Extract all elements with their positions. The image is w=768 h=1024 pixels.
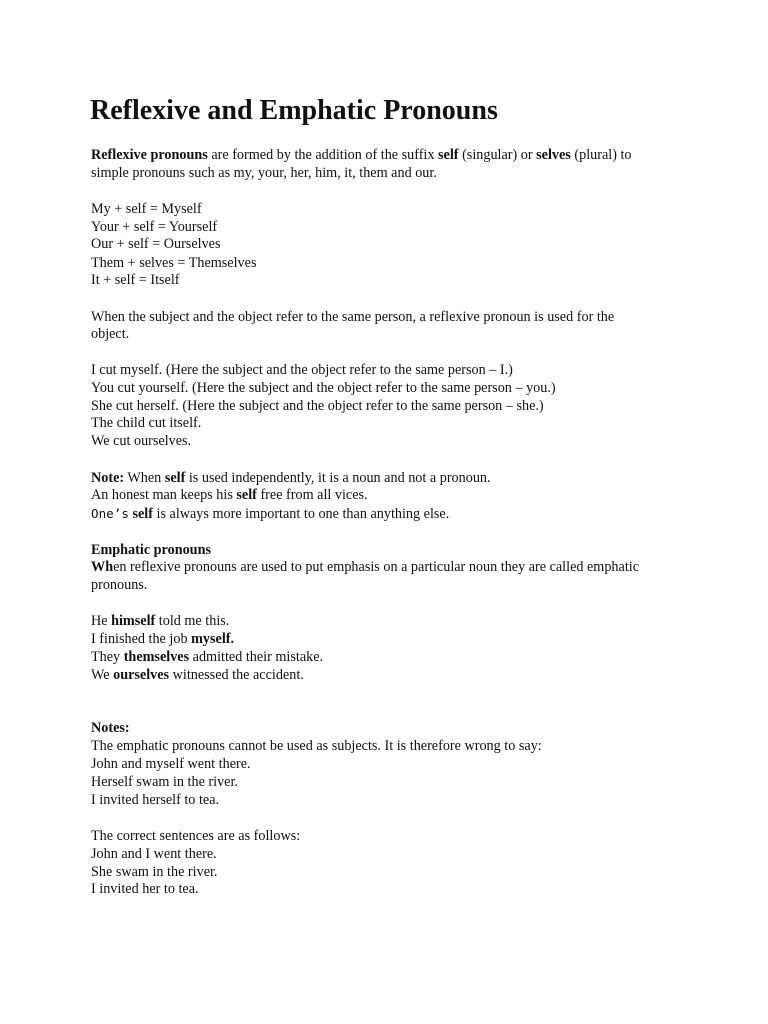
emphatic-example-bold: themselves xyxy=(123,649,190,665)
reflexive-example: I cut myself. (Here the subject and the object refer to the same person – I.) xyxy=(91,362,513,378)
term-reflexive-pronouns: Reflexive pronouns xyxy=(91,147,208,163)
note-example-text: free from all vices. xyxy=(256,487,368,503)
intro-line-1 xyxy=(91,146,632,164)
formation-line: Your + self = Yourself xyxy=(91,219,218,235)
note-example-text: An honest man keeps his xyxy=(91,487,237,503)
note-line xyxy=(91,469,491,487)
emphatic-heading: Emphatic pronouns xyxy=(91,542,211,558)
intro-text: are formed by the addition of the suffix xyxy=(207,147,439,163)
wrong-example: Herself swam in the river. xyxy=(91,774,238,790)
emphatic-example-text: He xyxy=(91,613,112,629)
correct-example: She swam in the river. xyxy=(91,864,218,880)
rule-line-1: When the subject and the object refer to the same person, a reflexive pronoun is used for the xyxy=(91,309,615,325)
notes-line: The emphatic pronouns cannot be used as subjects. It is therefore wrong to say: xyxy=(91,738,542,754)
emphatic-example-text: admitted their mistake. xyxy=(189,649,324,665)
term-self: self xyxy=(438,147,459,163)
formation-line: Them + selves = Themselves xyxy=(91,255,257,271)
reflexive-example: The child cut itself. xyxy=(91,415,202,431)
emphatic-definition-2: pronouns. xyxy=(91,577,148,593)
emphatic-example xyxy=(91,648,323,666)
emphatic-example-bold: myself. xyxy=(191,631,235,647)
reflexive-example: She cut herself. (Here the subject and the object refer to the same person – she.) xyxy=(91,398,544,414)
note-example-ones: One’s xyxy=(91,506,129,521)
note-self: self xyxy=(164,470,186,486)
emphatic-example-bold: ourselves xyxy=(113,667,170,683)
page-title: Reflexive and Emphatic Pronouns xyxy=(90,95,498,126)
note-example-bold: self xyxy=(236,487,257,503)
emphatic-example xyxy=(91,612,229,630)
correct-intro: The correct sentences are as follows: xyxy=(91,828,301,844)
emphatic-definition-text: en reflexive pronouns are used to put emphasis on a particular noun they are called emphatic xyxy=(113,559,640,575)
wrong-example: John and myself went there. xyxy=(91,756,251,772)
note-text: When xyxy=(124,470,165,486)
emphatic-definition-1 xyxy=(91,558,639,576)
emphatic-example-text: told me this. xyxy=(155,613,230,629)
emphatic-example-text: witnessed the accident. xyxy=(169,667,304,683)
emphatic-example-text: I finished the job xyxy=(91,631,192,647)
note-example-bold: self xyxy=(132,506,153,522)
correct-example: I invited her to tea. xyxy=(91,881,199,897)
emphatic-definition-bold: Wh xyxy=(91,559,114,575)
note-example-text: is always more important to one than anything else. xyxy=(152,506,450,522)
correct-example: John and I went there. xyxy=(91,846,217,862)
intro-line-2: simple pronouns such as my, your, her, him, it, them and our. xyxy=(91,165,437,181)
formation-line: It + self = Itself xyxy=(91,272,180,288)
reflexive-example: You cut yourself. (Here the subject and the object refer to the same person – you.) xyxy=(91,380,556,396)
reflexive-example: We cut ourselves. xyxy=(91,433,192,449)
notes-heading: Notes: xyxy=(91,720,130,736)
wrong-example: I invited herself to tea. xyxy=(91,792,220,808)
note-example-2 xyxy=(91,505,449,523)
emphatic-example xyxy=(91,666,304,684)
formation-line: My + self = Myself xyxy=(91,201,202,217)
note-label: Note: xyxy=(91,470,125,486)
intro-text: (singular) or xyxy=(458,147,537,163)
intro-text: (plural) to xyxy=(570,147,632,163)
note-text: is used independently, it is a noun and not a pronoun. xyxy=(185,470,491,486)
emphatic-example xyxy=(91,630,234,648)
note-example-1 xyxy=(91,486,368,504)
emphatic-example-text: They xyxy=(91,649,124,665)
emphatic-example-text: We xyxy=(91,667,114,683)
term-selves: selves xyxy=(536,147,571,163)
emphatic-example-bold: himself xyxy=(111,613,156,629)
rule-line-2: object. xyxy=(91,326,130,342)
formation-line: Our + self = Ourselves xyxy=(91,236,221,252)
